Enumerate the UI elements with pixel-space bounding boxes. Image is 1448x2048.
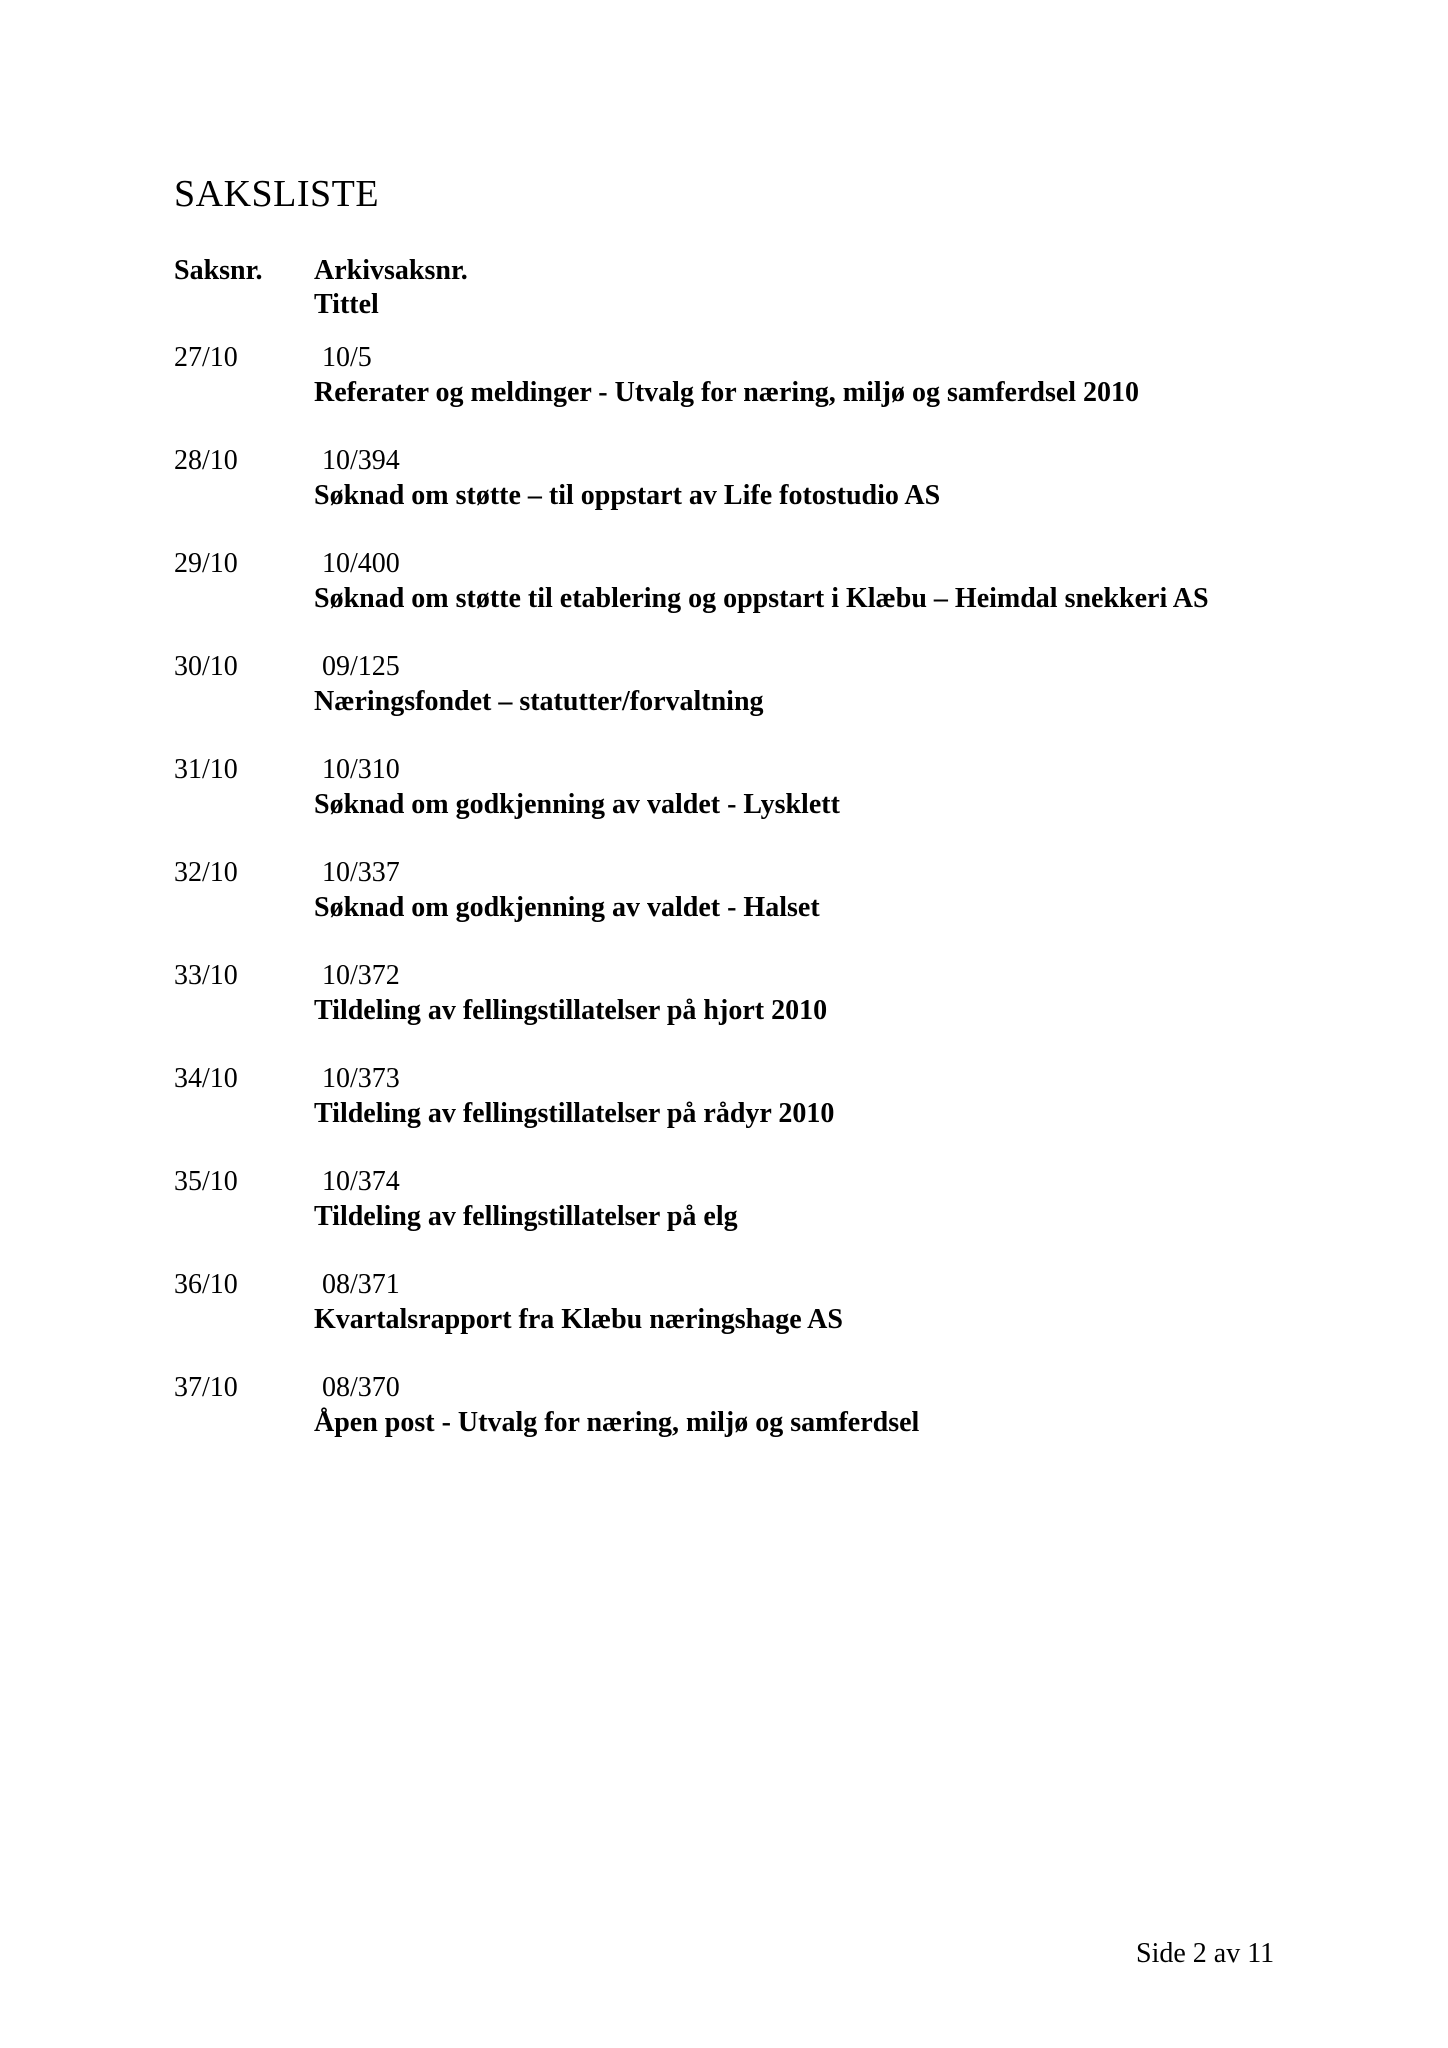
case-saksnr: 32/10: [174, 857, 238, 888]
case-saksnr: 28/10: [174, 445, 238, 476]
header-tittel: Tittel: [314, 289, 379, 320]
case-item: [174, 958, 1324, 1061]
case-title: Åpen post - Utvalg for næring, miljø og samferdsel: [314, 1407, 920, 1438]
case-saksnr: 27/10: [174, 342, 238, 373]
case-saksnr: 36/10: [174, 1269, 238, 1300]
case-saksnr: 35/10: [174, 1166, 238, 1197]
case-item: [174, 649, 1324, 752]
case-title: Referater og meldinger - Utvalg for næring, miljø og samferdsel 2010: [314, 377, 1140, 408]
case-saksnr: 37/10: [174, 1372, 238, 1403]
header-saksnr: Saksnr.: [174, 255, 263, 286]
case-arkivsaksnr: 08/370: [322, 1372, 400, 1403]
page-title: SAKSLISTE: [174, 173, 380, 215]
case-saksnr: 29/10: [174, 548, 238, 579]
case-item: [174, 546, 1324, 649]
case-title: Søknad om støtte til etablering og oppstart i Klæbu – Heimdal snekkeri AS: [314, 583, 1209, 614]
case-arkivsaksnr: 10/5: [322, 342, 372, 373]
case-title: Søknad om godkjenning av valdet - Lysklett: [314, 789, 840, 820]
case-arkivsaksnr: 10/374: [322, 1166, 400, 1197]
case-arkivsaksnr: 10/373: [322, 1063, 400, 1094]
case-saksnr: 31/10: [174, 754, 238, 785]
case-title: Tildeling av fellingstillatelser på rådyr 2010: [314, 1098, 835, 1129]
case-saksnr: 34/10: [174, 1063, 238, 1094]
header-arkivsaksnr: Arkivsaksnr.: [314, 255, 468, 286]
case-item: [174, 1370, 1324, 1473]
case-arkivsaksnr: 10/337: [322, 857, 400, 888]
case-arkivsaksnr: 10/310: [322, 754, 400, 785]
case-title: Søknad om støtte – til oppstart av Life fotostudio AS: [314, 480, 941, 511]
case-title: Næringsfondet – statutter/forvaltning: [314, 686, 764, 717]
case-arkivsaksnr: 10/400: [322, 548, 400, 579]
case-arkivsaksnr: 10/394: [322, 445, 400, 476]
case-item: [174, 752, 1324, 855]
case-title: Kvartalsrapport fra Klæbu næringshage AS: [314, 1304, 843, 1335]
case-item: [174, 1267, 1324, 1370]
case-item: [174, 340, 1324, 443]
case-item: [174, 443, 1324, 546]
case-title: Tildeling av fellingstillatelser på hjort 2010: [314, 995, 828, 1026]
case-saksnr: 33/10: [174, 960, 238, 991]
case-arkivsaksnr: 09/125: [322, 651, 400, 682]
case-title: Søknad om godkjenning av valdet - Halset: [314, 892, 820, 923]
case-item: [174, 1164, 1324, 1267]
case-title: Tildeling av fellingstillatelser på elg: [314, 1201, 738, 1232]
case-item: [174, 1061, 1324, 1164]
case-item: [174, 855, 1324, 958]
case-saksnr: 30/10: [174, 651, 238, 682]
case-arkivsaksnr: 10/372: [322, 960, 400, 991]
page-number: Side 2 av 11: [1136, 1938, 1275, 1969]
case-arkivsaksnr: 08/371: [322, 1269, 400, 1300]
case-list: [174, 340, 1324, 1473]
